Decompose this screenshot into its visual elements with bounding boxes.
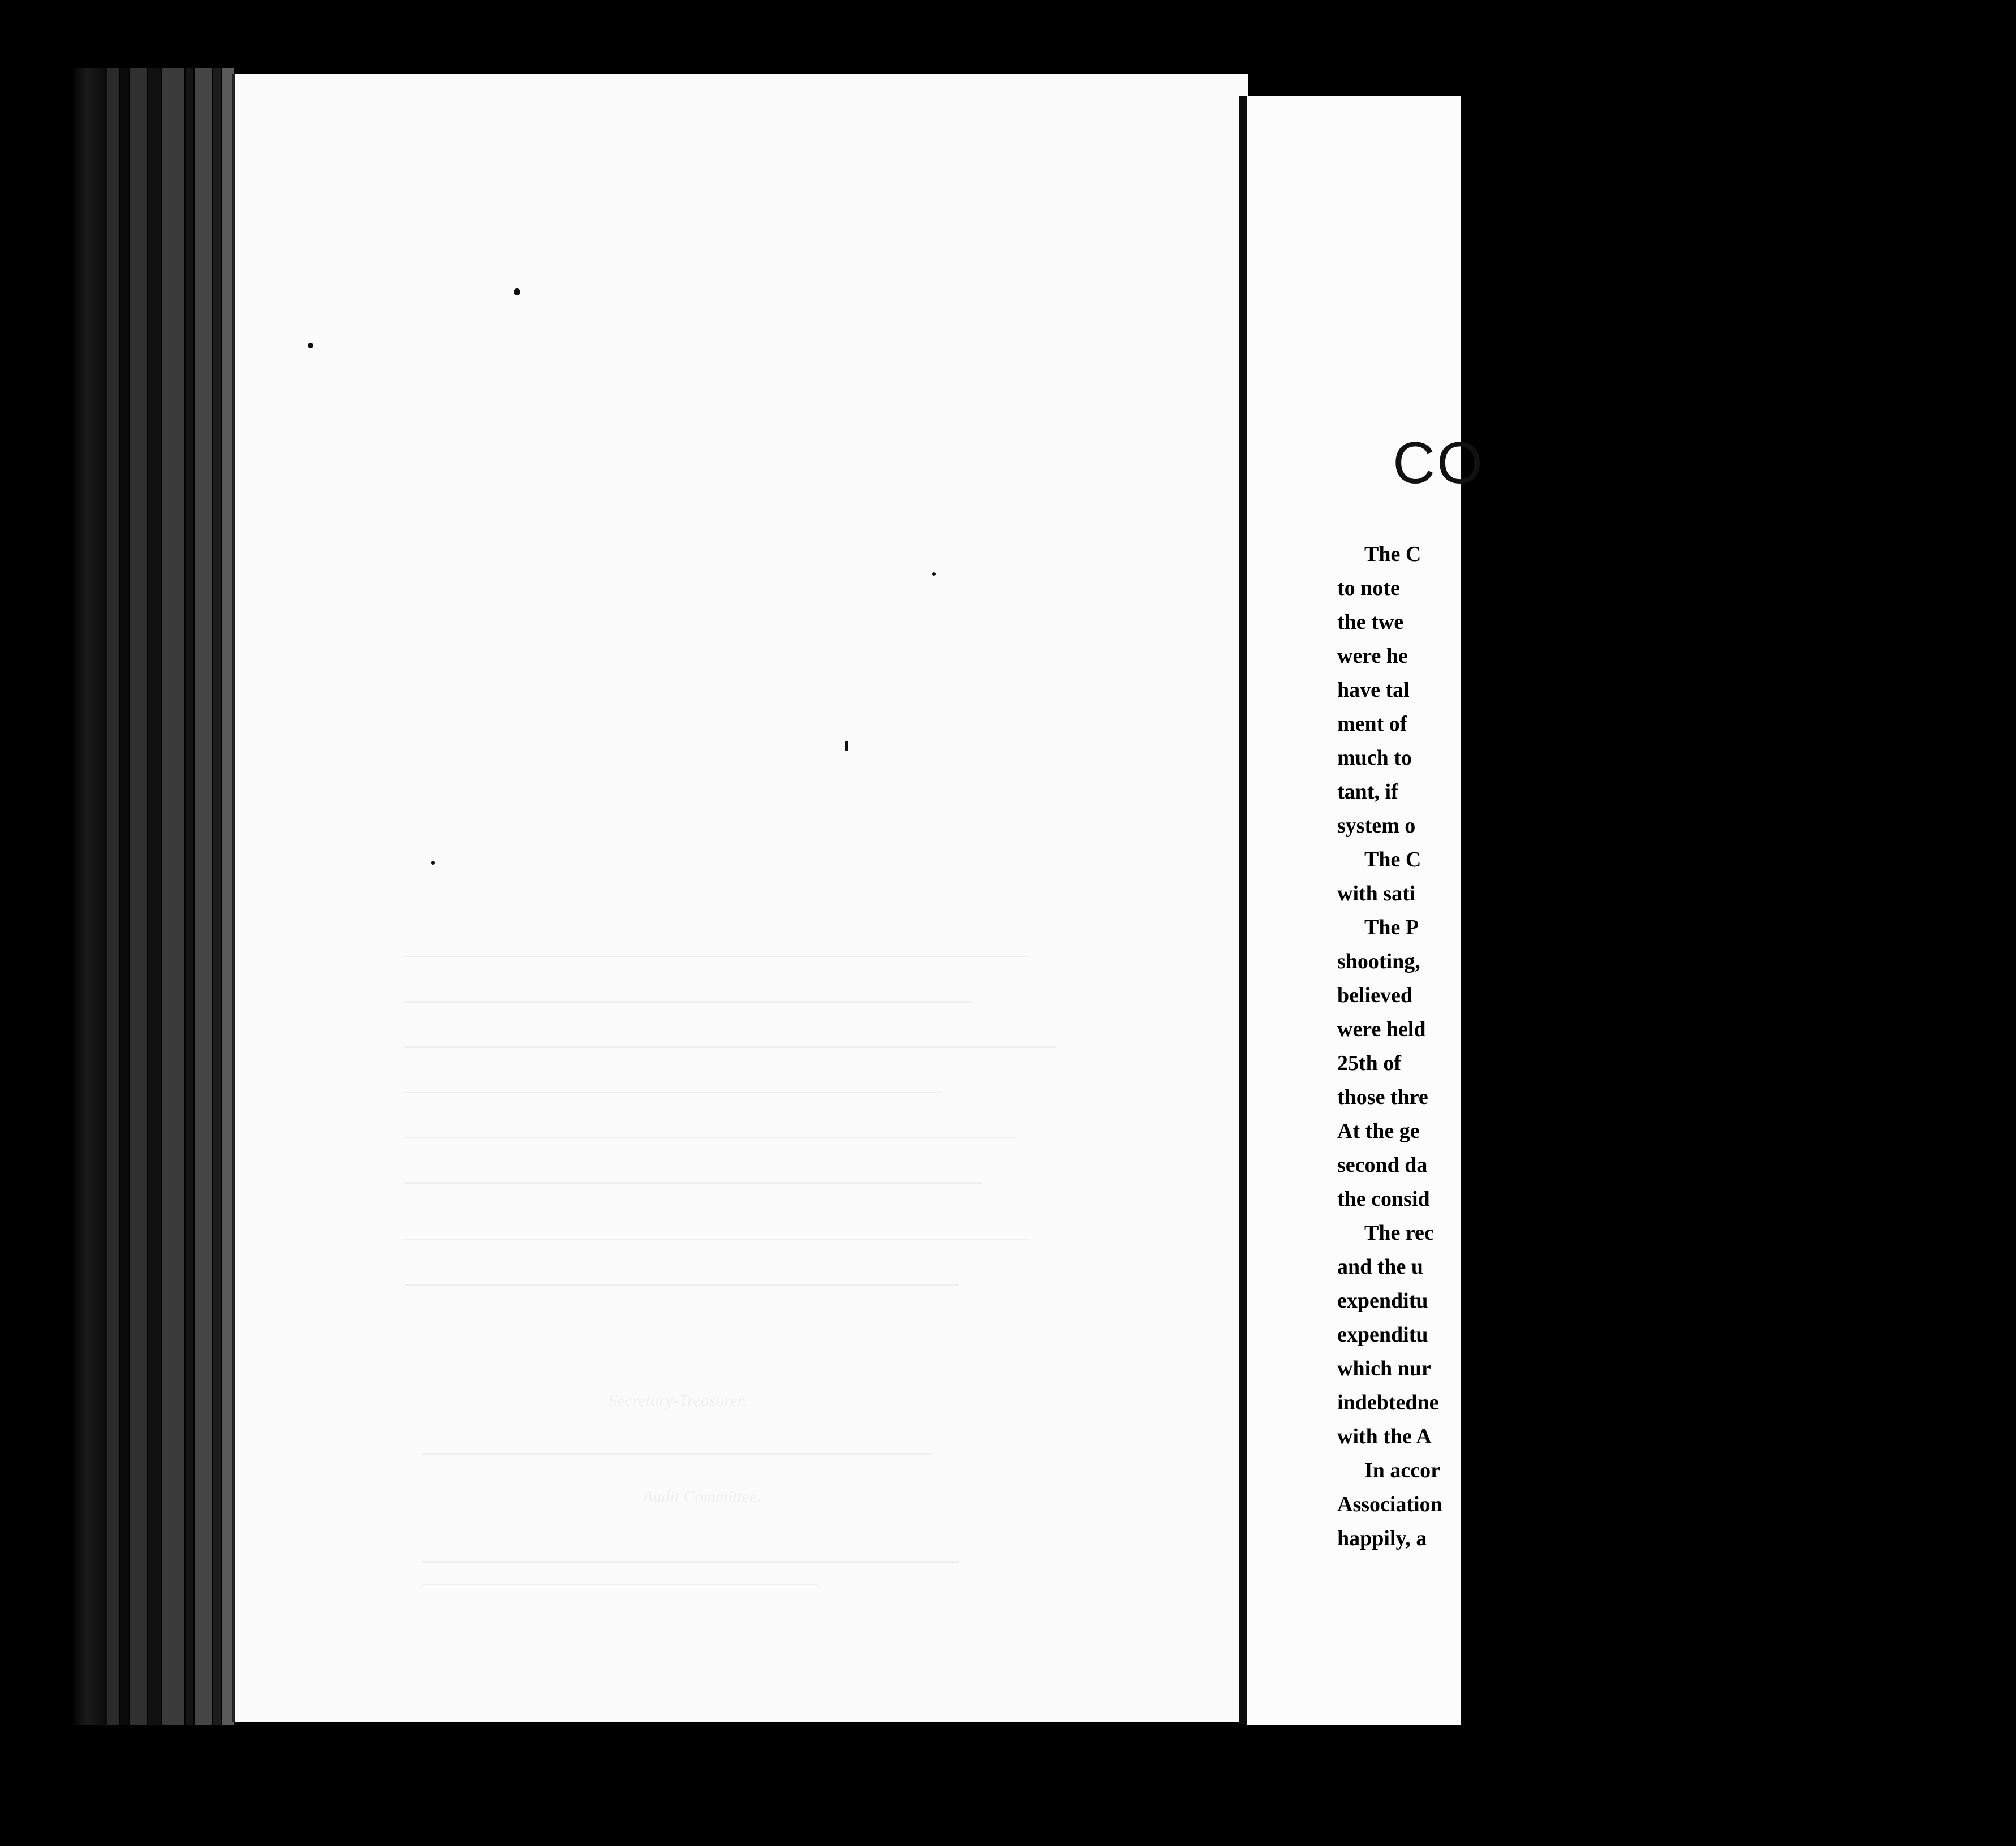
- text-line: which nur: [1337, 1357, 1431, 1381]
- text-line: the twe: [1337, 610, 1404, 634]
- page-edge: [195, 68, 212, 1725]
- section-heading: CO: [1393, 430, 1484, 496]
- bleed-line: [405, 1046, 1056, 1048]
- text-line: have tal: [1337, 678, 1410, 702]
- page-edge: [107, 68, 119, 1725]
- text-line: were he: [1337, 644, 1408, 668]
- text-line: and the u: [1337, 1255, 1424, 1279]
- text-line: much to: [1337, 746, 1412, 770]
- page-edge: [148, 68, 161, 1725]
- bleed-line: [405, 956, 1027, 957]
- ink-speck: [308, 343, 313, 348]
- text-line: expenditu: [1337, 1323, 1428, 1347]
- ink-speck: [514, 288, 520, 295]
- bleed-through-heading: Audit Committee.: [643, 1487, 761, 1506]
- bleed-line: [405, 1239, 1027, 1240]
- text-line: second da: [1337, 1153, 1428, 1177]
- text-line: system o: [1337, 814, 1416, 838]
- bleed-line: [422, 1584, 818, 1585]
- page-edge: [130, 68, 147, 1725]
- ink-speck: [845, 741, 848, 751]
- page-edges: [74, 68, 238, 1725]
- text-line: the consid: [1337, 1187, 1430, 1211]
- bleed-line: [405, 1001, 971, 1003]
- left-page: [232, 74, 1248, 1722]
- bleed-line: [405, 1137, 1016, 1138]
- page-edge: [162, 68, 184, 1725]
- text-line: 25th of: [1337, 1051, 1401, 1075]
- bleed-line: [422, 1561, 959, 1563]
- right-page: [1239, 96, 1484, 1725]
- ink-speck: [932, 572, 936, 576]
- bleed-through-heading: Secretary-Treasurer.: [609, 1391, 747, 1410]
- bleed-line: [422, 1453, 931, 1455]
- text-line: shooting,: [1337, 950, 1420, 973]
- text-line: to note: [1337, 576, 1400, 600]
- bleed-line: [405, 1284, 959, 1286]
- text-line: In accor: [1364, 1459, 1441, 1482]
- page-edge: [74, 68, 107, 1725]
- text-line: believed: [1337, 984, 1412, 1007]
- ink-speck: [431, 861, 435, 865]
- page-edge: [120, 68, 129, 1725]
- text-line: At the ge: [1337, 1119, 1420, 1143]
- bleed-through: [235, 74, 1248, 1722]
- text-line: indebtedne: [1337, 1391, 1439, 1414]
- text-line: The C: [1364, 848, 1421, 872]
- text-line: happily, a: [1337, 1526, 1427, 1550]
- page-edge: [186, 68, 193, 1725]
- text-line: ment of: [1337, 712, 1407, 736]
- text-line: The P: [1364, 916, 1419, 939]
- text-line: with the A: [1337, 1425, 1432, 1448]
- text-line: with sati: [1337, 882, 1416, 905]
- text-line: expenditu: [1337, 1289, 1428, 1313]
- text-line: The C: [1364, 542, 1421, 566]
- text-line: Association: [1337, 1493, 1442, 1516]
- bleed-line: [405, 1182, 982, 1184]
- text-line: The rec: [1364, 1221, 1434, 1245]
- text-line: tant, if: [1337, 780, 1398, 804]
- body-text: [1337, 537, 2016, 1555]
- page-edge: [213, 68, 221, 1725]
- text-line: were held: [1337, 1017, 1426, 1041]
- bleed-line: [405, 1092, 942, 1093]
- text-line: those thre: [1337, 1085, 1428, 1109]
